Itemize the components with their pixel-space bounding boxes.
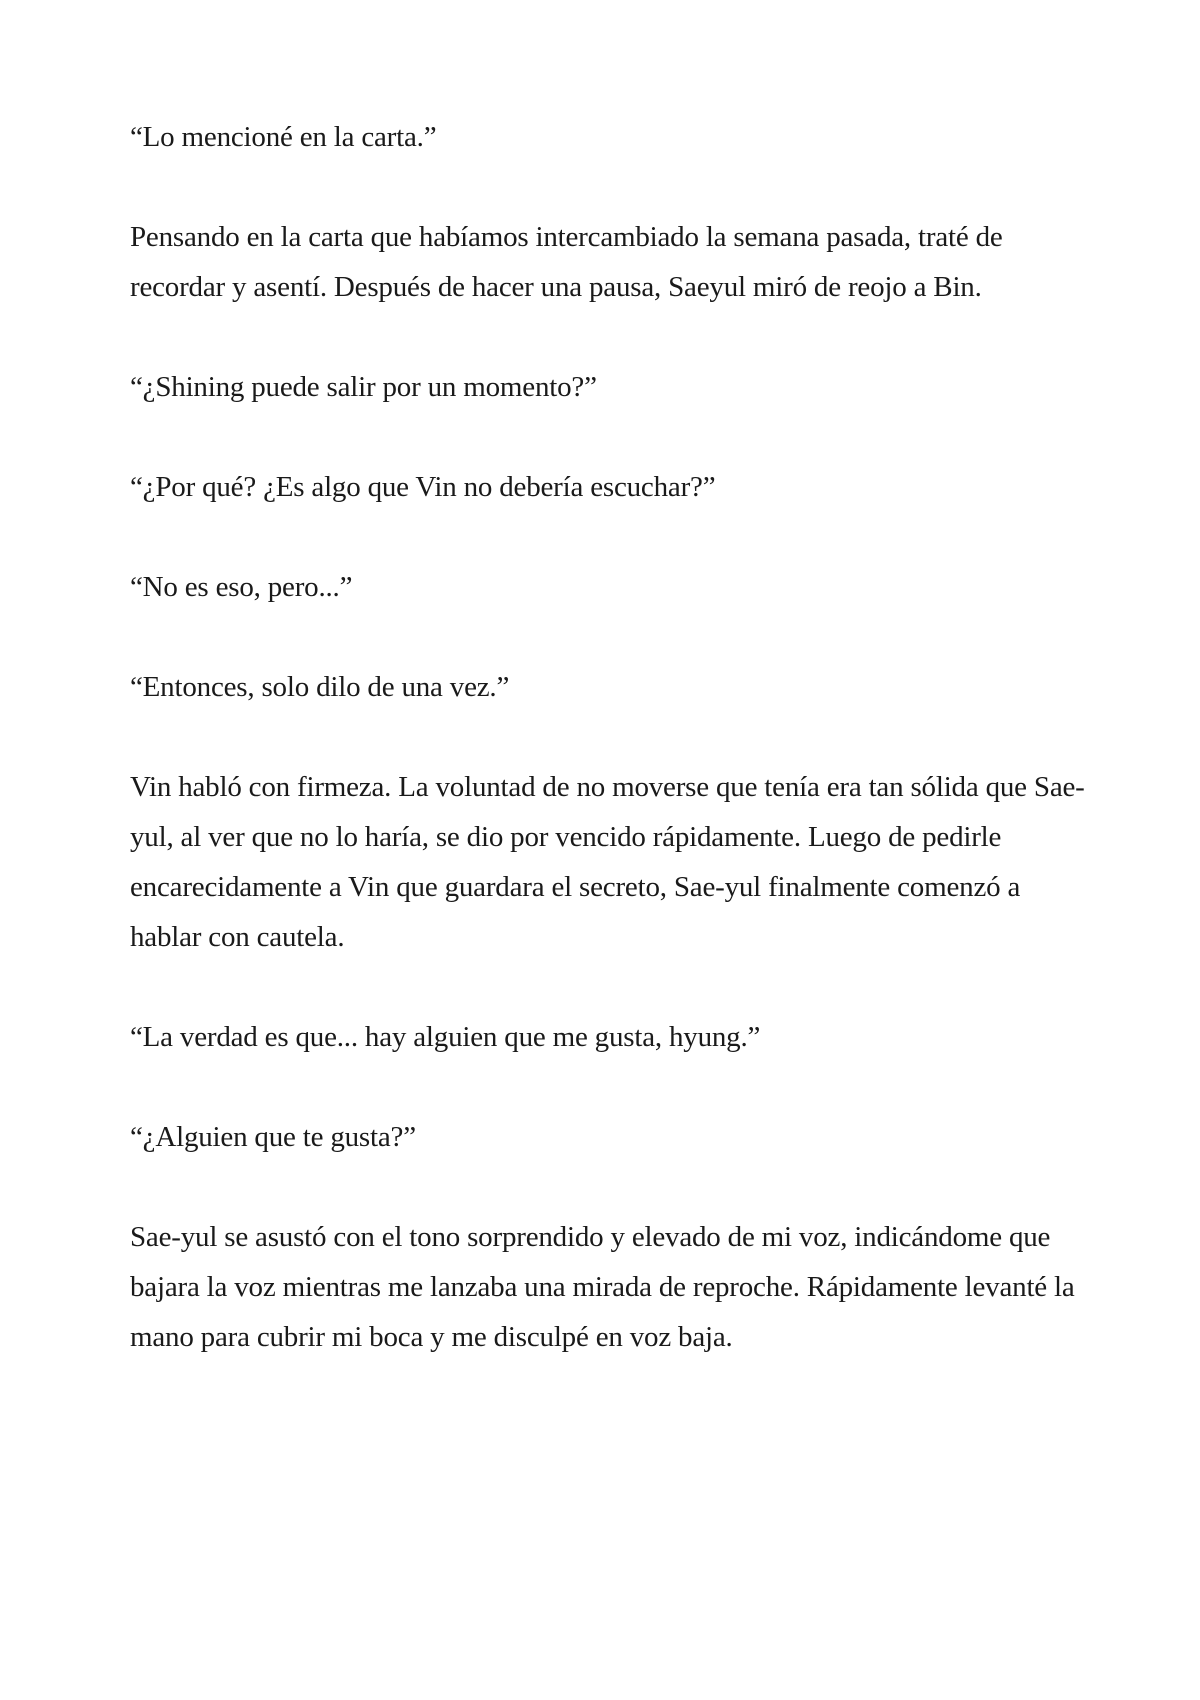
dialogue-paragraph: “La verdad es que... hay alguien que me gusta, hyung.” xyxy=(130,1021,761,1053)
narration-paragraph: Pensando en la carta que habíamos intercambiado la semana pasada, traté de recordar y asentí. Después de hacer una pausa, Saeyul miró de reojo a Bin. xyxy=(130,221,1003,303)
dialogue-paragraph: “¿Shining puede salir por un momento?” xyxy=(130,371,597,403)
dialogue-paragraph: “No es eso, pero...” xyxy=(130,571,353,603)
dialogue-paragraph: “Entonces, solo dilo de una vez.” xyxy=(130,671,510,703)
narration-paragraph: Sae-yul se asustó con el tono sorprendido y elevado de mi voz, indicándome que bajara la voz mientras me lanzaba una mirada de reproche. Rápidamente levanté la mano para cubrir mi boca y me disculpé en voz baja. xyxy=(130,1221,1075,1353)
narration-paragraph: Vin habló con firmeza. La voluntad de no moverse que tenía era tan sólida que Sae-yul, al ver que no lo haría, se dio por vencido rápidamente. Luego de pedirle encarecidamente a Vin que guardara el secreto, Sae-yul finalmente comenzó a hablar con cautela. xyxy=(130,771,1085,953)
dialogue-paragraph: “¿Alguien que te gusta?” xyxy=(130,1121,416,1153)
dialogue-paragraph: “Lo mencioné en la carta.” xyxy=(130,121,437,153)
dialogue-paragraph: “¿Por qué? ¿Es algo que Vin no debería escuchar?” xyxy=(130,471,716,503)
document-page xyxy=(130,112,1090,1362)
